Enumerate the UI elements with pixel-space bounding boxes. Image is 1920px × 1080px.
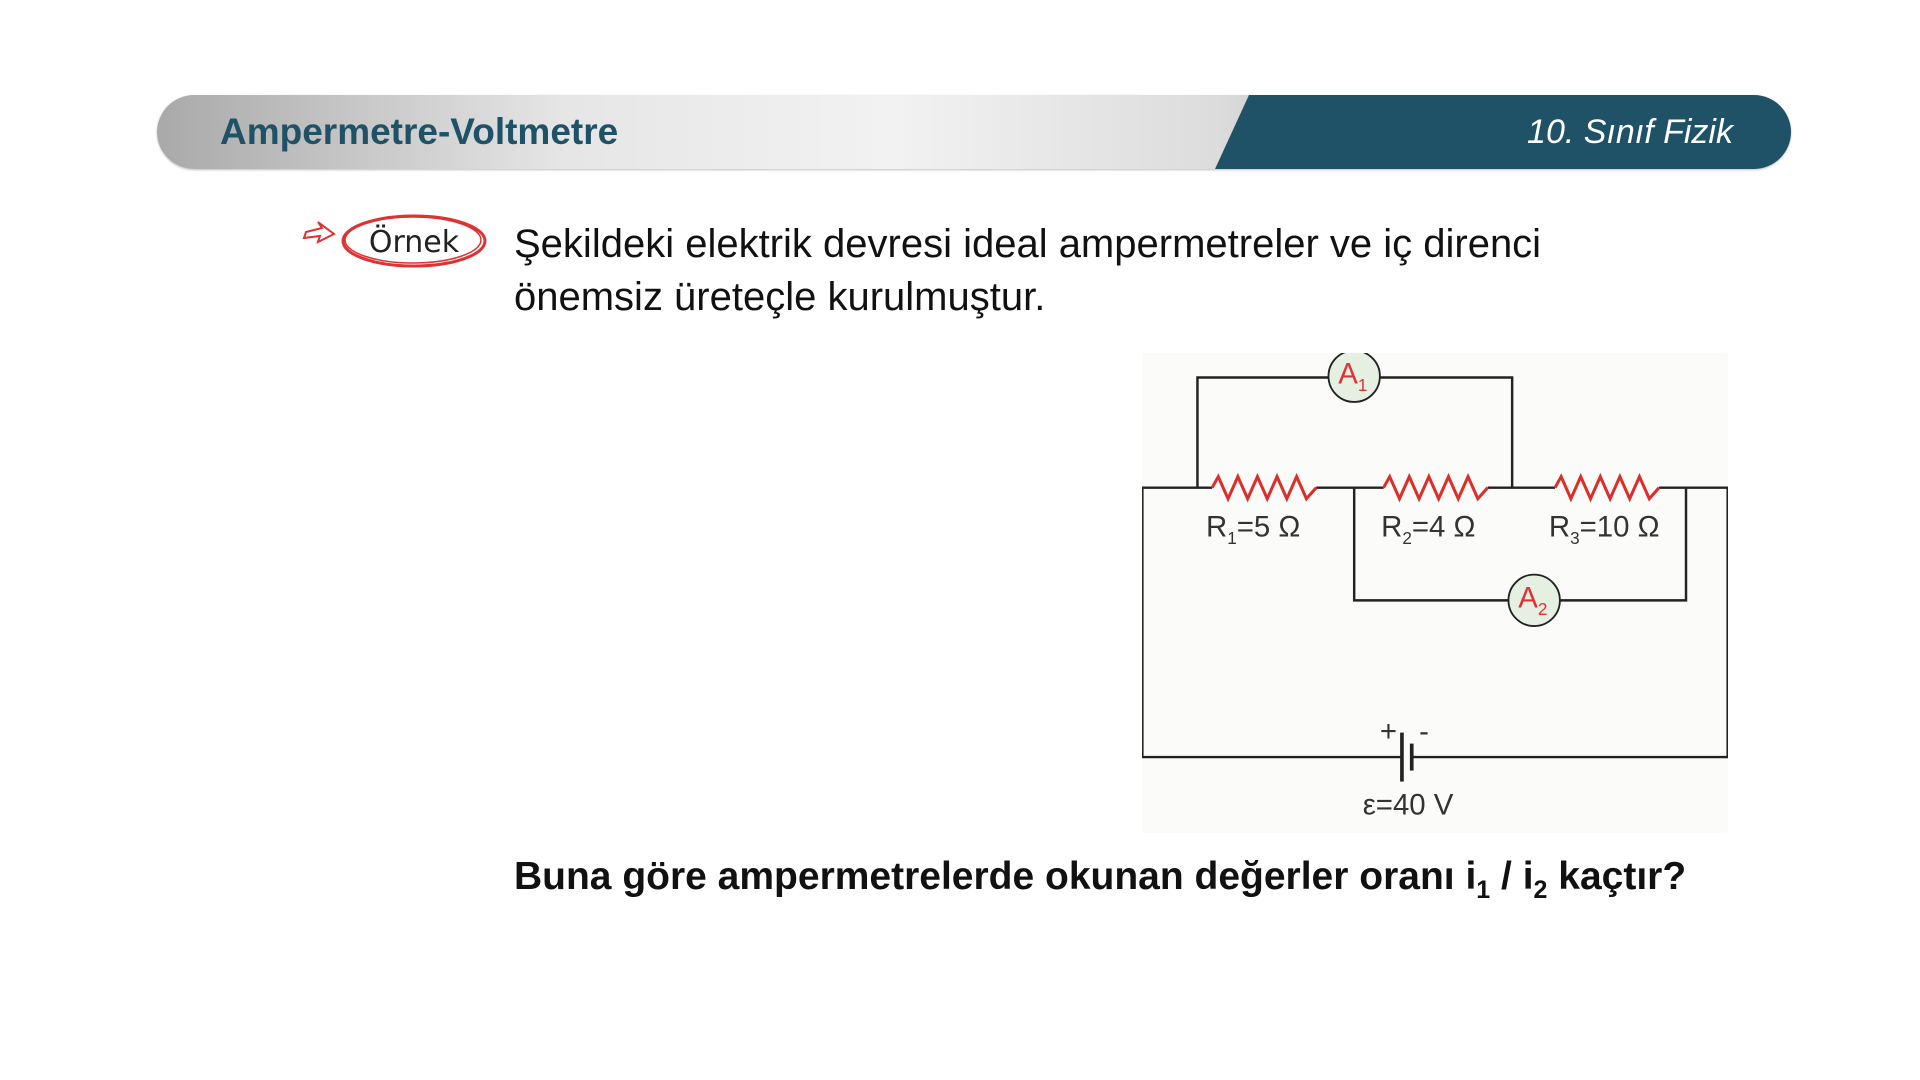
arrow-icon bbox=[304, 222, 334, 242]
problem-text bbox=[514, 218, 1734, 324]
question-part: Buna göre ampermetrelerde okunan değerler oranı i bbox=[514, 855, 1477, 898]
question-text bbox=[514, 855, 1686, 905]
svg-text:+: + bbox=[1379, 715, 1398, 749]
r2-label: $R_2=4$ Ω bbox=[1381, 510, 1476, 549]
svg-text:A2: $A_2$ bbox=[1518, 581, 1548, 620]
problem-line-2: önemsiz üreteçle kurulmuştur. bbox=[514, 275, 1046, 319]
svg-text:A1: $A_1$ bbox=[1338, 357, 1368, 395]
slide-header bbox=[157, 95, 1791, 169]
ammeter-a1 bbox=[1328, 353, 1379, 402]
question-part: / i bbox=[1490, 855, 1534, 898]
emf-label: ε=40 V bbox=[1362, 788, 1454, 822]
question-part: kaçtır? bbox=[1547, 855, 1687, 898]
example-label: Örnek bbox=[368, 225, 460, 260]
slide-title: Ampermetre-Voltmetre bbox=[220, 111, 619, 152]
course-label: 10. Sınıf Fizik bbox=[1527, 113, 1733, 151]
problem-line-1: Şekildeki elektrik devresi ideal ampermetreler ve iç direnci bbox=[514, 222, 1542, 266]
r1-label: $R_1=5$ Ω bbox=[1206, 510, 1301, 549]
subscript-2: 2 bbox=[1533, 875, 1548, 904]
r3-label: $R_3=10$ Ω bbox=[1548, 510, 1660, 549]
svg-text:-: - bbox=[1419, 715, 1429, 749]
circuit-diagram bbox=[1142, 353, 1728, 833]
ammeter-a2 bbox=[1508, 575, 1559, 626]
subscript-1: 1 bbox=[1476, 875, 1491, 904]
example-badge bbox=[300, 210, 490, 272]
